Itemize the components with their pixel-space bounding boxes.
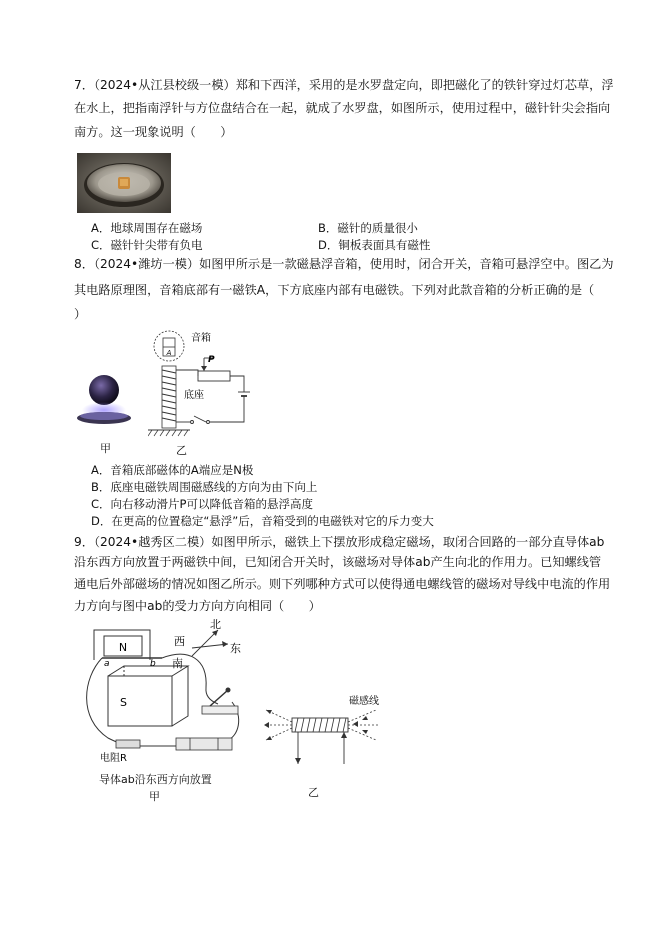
- q9-caption-left: 甲: [149, 790, 160, 803]
- q7-option-b: B．磁针的质量很小: [318, 221, 418, 235]
- solenoid-field-diagram: [258, 690, 388, 776]
- q8-label-base: 底座: [184, 390, 204, 401]
- q9-label-north: 北: [210, 618, 221, 631]
- q7-option-c: C．磁针针尖带有负电: [91, 238, 203, 252]
- q9-line-2: 沿东西方向放置于两磁铁中间，已知闭合开关时，该磁场对导体ab产生向北的作用力。已知螺线管: [74, 555, 602, 569]
- q8-option-a: A．音箱底部磁体的A端应是N极: [91, 463, 254, 477]
- q8-option-c: C．向右移动滑片P可以降低音箱的悬浮高度: [91, 497, 313, 511]
- q8-line-3: ）: [74, 307, 87, 321]
- q8-line-1: 8．（2024•潍坊一模）如图甲所示是一款磁悬浮音箱，使用时，闭合开关，音箱可悬浮空中。图乙为: [74, 257, 614, 271]
- q9-label-S: S: [120, 696, 127, 709]
- q9-line-1: 9．（2024•越秀区二模）如图甲所示，磁铁上下摆放形成稳定磁场，取闭合回路的一部分直导体ab: [74, 535, 605, 549]
- q8-caption-left: 甲: [100, 442, 111, 455]
- compass-directions: [170, 618, 260, 674]
- q9-label-fieldlines: 磁感线: [349, 696, 379, 707]
- q7-line-1: 7．（2024•从江县校级一模）郑和下西洋，采用的是水罗盘定向，即把磁化了的铁针穿过灯芯草，浮: [74, 78, 614, 92]
- q9-line-3: 通电后外部磁场的情况如图乙所示。则下列哪种方式可以使得通电螺线管的磁场对导线中电流的作用: [74, 577, 611, 591]
- q8-label-speaker: 音箱: [191, 333, 211, 344]
- q9-label-resistor: 电阻R: [100, 753, 127, 764]
- levitating-speaker-photo: [74, 372, 134, 430]
- q9-label-south: 南: [172, 657, 183, 670]
- q7-option-d: D．铜板表面具有磁性: [318, 238, 431, 252]
- speaker-circuit-diagram: [148, 326, 268, 440]
- q9-line-4: 力方向与图中ab的受力方向方向相同（ ）: [74, 599, 321, 613]
- q8-caption-right: 乙: [176, 444, 187, 457]
- q8-option-d: D．在更高的位置稳定“悬浮”后，音箱受到的电磁铁对它的斥力变大: [91, 514, 434, 528]
- q9-caption-right: 乙: [308, 786, 319, 799]
- q8-line-2: 其电路原理图，音箱底部有一磁铁A，下方底座内部有电磁铁。下列对此款音箱的分析正确的是（: [74, 283, 595, 297]
- q7-line-3: 南方。这一现象说明（ ）: [74, 125, 233, 139]
- q8-option-b: B．底座电磁铁周围磁感线的方向为由下向上: [91, 480, 318, 494]
- water-compass-photo: [77, 153, 171, 213]
- q9-label-west: 西: [174, 635, 185, 648]
- q8-label-magnet: A: [166, 349, 172, 357]
- q9-label-N: N: [118, 641, 128, 654]
- q7-line-2: 在水上，把指南浮针与方位盘结合在一起，就成了水罗盘，如图所示，使用过程中，磁针针尖会指向: [74, 101, 611, 115]
- q9-caption-conductor: 导体ab沿东西方向放置: [99, 773, 212, 786]
- q9-label-east: 东: [230, 642, 241, 655]
- q8-label-slider: P: [208, 355, 215, 365]
- q9-label-a: a: [104, 659, 110, 669]
- q7-option-a: A．地球周围存在磁场: [91, 221, 203, 235]
- q9-label-b: b: [150, 659, 156, 669]
